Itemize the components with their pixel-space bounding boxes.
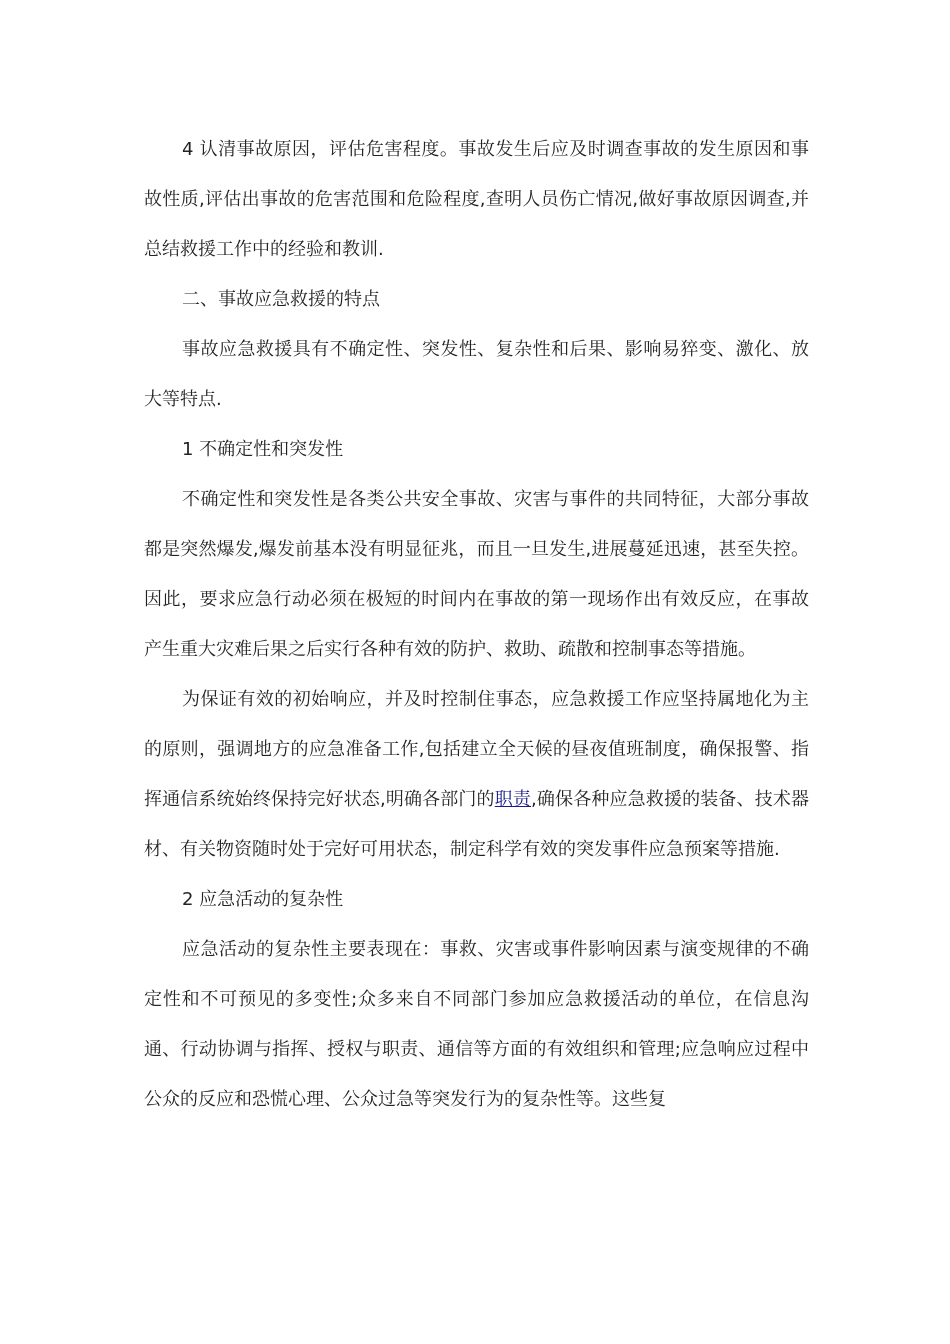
paragraph-uncertainty: 不确定性和突发性是各类公共安全事故、灾害与事件的共同特征，大部分事故都是突然爆发,爆发前基本没有明显征兆，而且一旦发生,进展蔓延迅速，甚至失控。因此，要求应急行动必须在极短的时间内在事故的第一现场作出有效反应，在事故产生重大灾难后果之后实行各种有效的防护、救助、疏散和控制事态等措施。 — [144, 489, 809, 660]
section-heading-features: 二、事故应急救援的特点 — [182, 289, 380, 310]
paragraph-initial-response-after: ,确保各种应急救援的装备、技术器材、有关物资随时处于完好可用状态，制定科学有效的突发事件应急预案等措施. — [144, 789, 809, 860]
subheading-complexity: 2 应急活动的复杂性 — [182, 889, 344, 910]
subheading-uncertainty: 1 不确定性和突发性 — [182, 439, 344, 460]
paragraph-features-intro: 事故应急救援具有不确定性、突发性、复杂性和后果、影响易猝变、激化、放大等特点. — [144, 339, 809, 410]
paragraph-initial-response-before: 为保证有效的初始响应，并及时控制住事态，应急救援工作应坚持属地化为主的原则，强调地方的应急准备工作,包括建立全天候的昼夜值班制度，确保报警、指挥通信系统始终保持完好状态,明确各部门的 — [144, 689, 809, 810]
paragraph-initial-response — [144, 675, 809, 875]
responsibility-link[interactable]: 职责 — [494, 789, 532, 810]
paragraph-cause-assessment: 4 认清事故原因，评估危害程度。事故发生后应及时调查事故的发生原因和事故性质,评估出事故的危害范围和危险程度,查明人员伤亡情况,做好事故原因调查,并总结救援工作中的经验和教训. — [144, 139, 809, 260]
document-page — [144, 125, 809, 1125]
paragraph-complexity: 应急活动的复杂性主要表现在：事救、灾害或事件影响因素与演变规律的不确定性和不可预见的多变性;众多来自不同部门参加应急救援活动的单位，在信息沟通、行动协调与指挥、授权与职责、通信等方面的有效组织和管理;应急响应过程中公众的反应和恐慌心理、公众过急等突发行为的复杂性等。这些复 — [144, 939, 809, 1110]
